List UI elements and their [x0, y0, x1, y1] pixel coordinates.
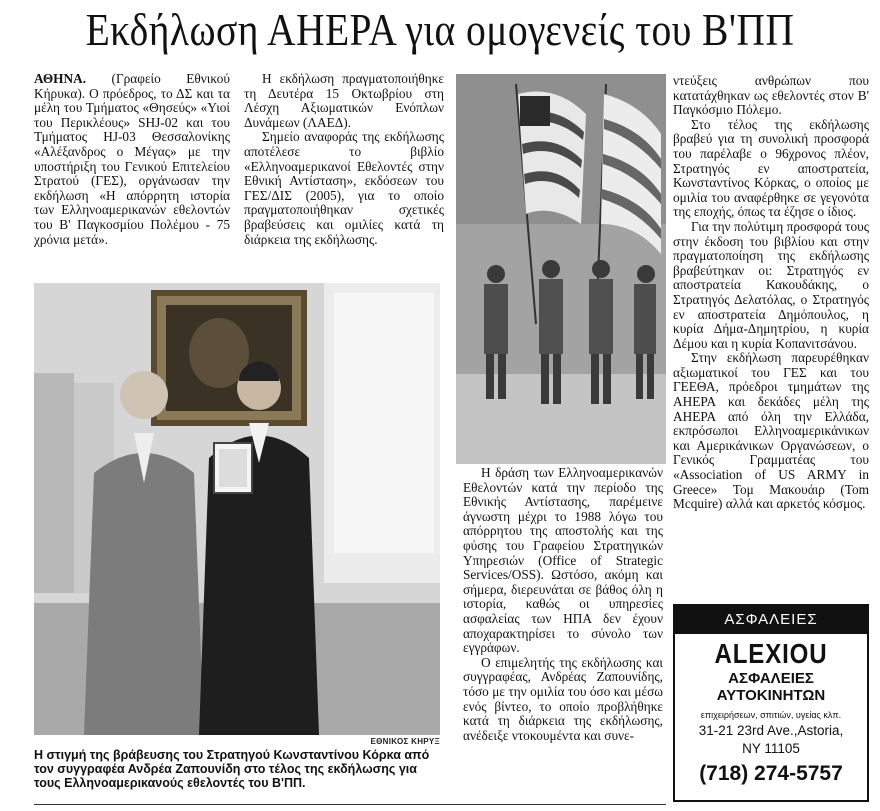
article-column-2	[244, 72, 444, 247]
article-column-3	[463, 466, 663, 743]
soldiers-with-flags-photo	[456, 74, 666, 464]
article-text: (Γραφείο Εθνικού Κήρυκα). Ο πρόεδρος, το ΔΣ και τα μέλη του Τμήματος «Θησεύς» «Υιοί του Περικλέους» SHJ-02 και του Τμήματος HJ-03 Θεσσαλονίκης «Αλέξανδρος ο Μέγας» με την υποστήριξη του Γενικού Επιτελείου Στρατού (ΓΕΣ), οργάνωσαν την εκδήλωση «Η απόρρητη ιστορία των Ελληνοαμερικανών εθελοντών του Β' Παγκοσμίου Πολέμου - 75 χρόνια μετά».	[34, 71, 230, 247]
article-paragraph: Η εκδήλωση πραγματοποιήθηκε τη Δευτέρα 15 Οκτωβρίου στη Λέσχη Αξιωματικών Ενόπλων Δυνάμεων (ΛΑΕΔ).	[244, 71, 444, 130]
ad-company-name: ALEXIOU	[714, 638, 828, 669]
dateline: ΑΘΗΝΑ.	[34, 71, 87, 86]
article-column-4	[673, 74, 869, 512]
article-paragraph: Ο επιμελητής της εκδήλωσης και συγγραφέας, Ανδρέας Ζαπουνίδης, τόσο με την ομιλία του όσο και μέσω ενός βίντεο, το οποίο προβλήθηκε κατά τη διάρκεια της εκδήλωσης, ανέδειξε ντοκουμέντα και συνε-	[463, 654, 663, 743]
article-paragraph	[34, 72, 230, 247]
ad-phone-number[interactable]: (718) 274-5757	[699, 762, 843, 785]
ad-service-line-1: ΑΣΦΑΛΕΙΕΣ	[728, 670, 814, 687]
article-paragraph: Σημείο αναφοράς της εκδήλωσης αποτέλεσε το βιβλίο «Ελληνοαμερικανοί Εθελοντές στην Εθνική Αντίσταση», εκδόσεων του ΓΕΣ/ΔΙΣ (2005), για το οποίο πραγματοποιήθηκαν σχετικές βραβεύσεις και ομιλίες κατά τη διάρκεια της εκδήλωσης.	[244, 129, 444, 247]
photo-caption: Η στιγμή της βράβευσης του Στρατηγού Κωνσταντίνου Κόρκα από τον συγγραφέα Ανδρέα Ζαπουνίδη στο τέλος της εκδήλωσης για τους Ελληνοαμερικανούς εθελοντές του Β'ΠΠ.	[34, 748, 430, 790]
ad-services-detail: επιχειρήσεων, σπιτιών, υγείας κλπ.	[700, 710, 842, 720]
insurance-ad	[673, 604, 869, 802]
bottom-divider	[34, 804, 666, 805]
ad-header: ΑΣΦΑΛΕΙΕΣ	[675, 606, 867, 634]
ad-service-line-2: ΑΥΤΟΚΙΝΗΤΩΝ	[716, 687, 826, 704]
ad-address-line-2: NY 11105	[742, 741, 800, 756]
article-paragraph: Για την πολύτιμη προσφορά τους στην έκδοση του βιβλίου και στην πραγματοποίηση της εκδήλωσης βραβεύτηκαν οι: Στρατηγός εν αποστρατεία Κακουδάκης, ο Στρατηγός Δελατόλας, ο Στρατηγός εν αποστρατεία Δημόπουλος, η κυρία Δήμα-Δημητρίου, η κυρία Δέμου και η κυρία Κοπανιτσάνου.	[673, 218, 869, 351]
article-paragraph: Στο τέλος της εκδήλωσης βραβεύ για τη συνολική προσφορά του παρέλαβε ο 96χρονος πλέον, Στρατηγός εν αποστρατεία, Κωνσταντίνος Κόρκας, ο οποίος με ομιλία του αναφέρθηκε σε γεγονότα της εποχής, όπως τα έζησε ο ίδιος.	[673, 116, 869, 220]
article-column-1	[34, 72, 230, 247]
ad-address-line-1: 31-21 23rd Ave.,Astoria,	[698, 723, 844, 738]
award-ceremony-illustration	[34, 283, 440, 735]
soldiers-flags-illustration	[456, 74, 666, 464]
award-ceremony-photo	[34, 283, 440, 735]
article-paragraph: Στην εκδήλωση παρευρέθηκαν αξιωματικοί του ΓΕΣ και του ΓΕΕΘΑ, πρόεδροι τμημάτων της ΑΗΕΡΑ και δεκάδες μέλη της ΑΗΕΡΑ από όλη την Ελλάδα, εκπρόσωποι Ελληνοαμερικάνικων και Αμερικάνικων Οργανώσεων, ο Γενικός Γραμματέας του «Association of US ARMY in Greece» Τομ Μακουάιρ (Tom Mcquire) αλλά και αρκετός κόσμος.	[673, 350, 869, 512]
article-paragraph: Η δράση των Ελληνοαμερικανών Εθελοντών κατά την περίοδο της Εθνικής Αντίστασης, παρέμεινε άγνωστη μέχρι το 1988 λόγω του απόρρητου της αποστολής και της φύσης του Γραφείου Στρατηγικών Υπηρεσιών (Office of Strategic Services/OSS). Ωστόσο, ακόμη και σήμερα, διερευνάται σε βάθος όλη η ιστορία, καθώς οι υπηρεσίες ασφαλείας των ΗΠΑ δεν έχουν αποχαρακτηρίσει το σύνολο των εγγράφων.	[463, 465, 663, 656]
article-paragraph: ντεύξεις ανθρώπων που κατατάχθηκαν ως εθελοντές στον Β' Παγκόσμιο Πόλεμο.	[673, 73, 869, 118]
headline: Εκδήλωση ΑΗΕΡΑ για ομογενείς του Β'ΠΠ	[85, 4, 795, 55]
photo-credit: ΕΘΝΙΚΟΣ ΚΗΡΥΞ	[370, 737, 440, 746]
